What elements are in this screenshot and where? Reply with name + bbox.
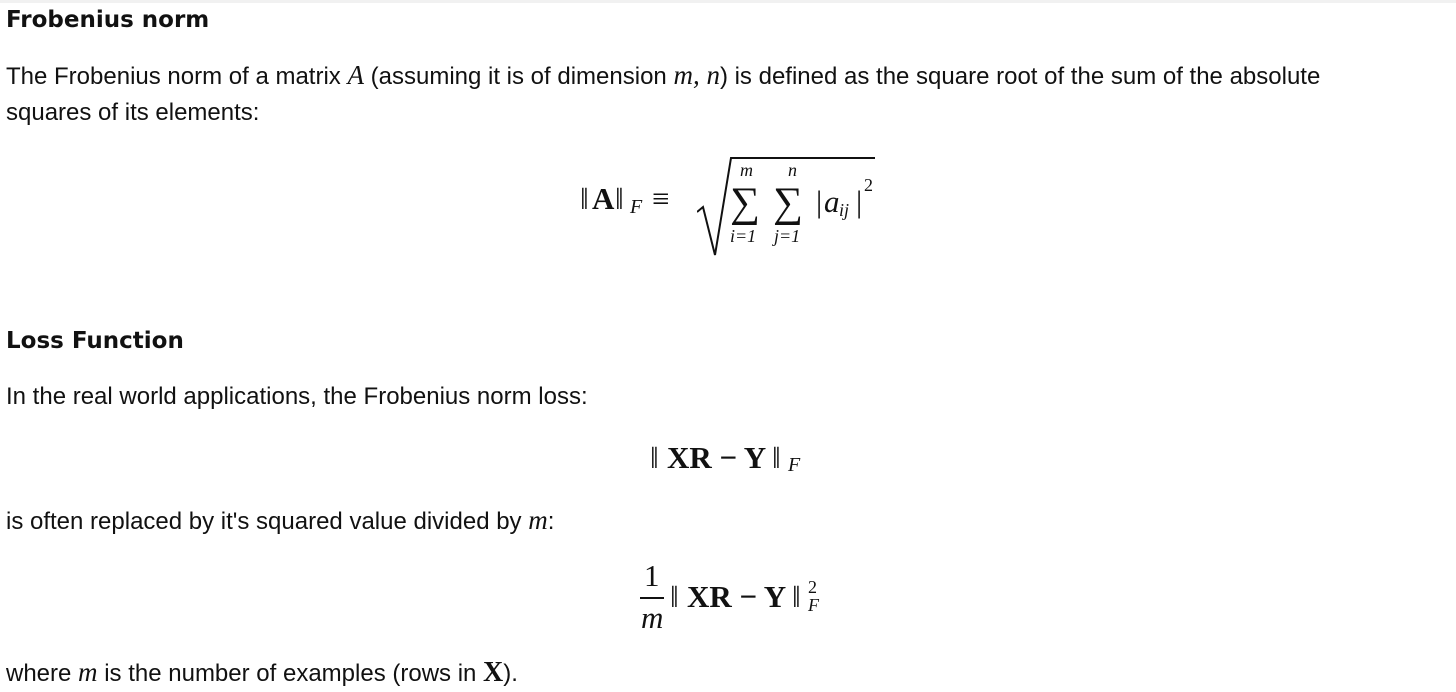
frobenius-intro-paragraph — [6, 57, 1320, 95]
dimension-n: n — [706, 60, 720, 90]
top-border — [0, 0, 1456, 3]
equivalence-symbol: ≡ — [652, 181, 670, 216]
scaled-norm-close: ‖ — [792, 579, 801, 614]
loss-intro-paragraph: In the real world applications, the Frobenius norm loss: — [6, 383, 588, 410]
where-paragraph — [6, 654, 518, 692]
loss-subscript-f: F — [788, 454, 801, 476]
where-text-2: is the number of examples (rows in — [97, 660, 484, 687]
section-heading-frobenius: Frobenius norm — [6, 7, 210, 33]
loss-norm-open: ‖ — [650, 440, 659, 475]
where-text-1: where — [6, 660, 79, 687]
where-text-3: ). — [503, 660, 518, 687]
element-subscript-ij: ij — [839, 200, 850, 220]
dimension-comma: , — [692, 60, 707, 90]
scaled-norm-open: ‖ — [670, 579, 679, 614]
sum1-upper-limit: m — [740, 160, 753, 180]
intro-text-3: ) is defined as the square root of the sum of the absolute — [719, 63, 1321, 90]
where-variable-m: m — [78, 657, 98, 687]
abs-close: | — [856, 184, 863, 219]
sum1-lower-limit: i=1 — [730, 226, 757, 246]
intro-text-1: The Frobenius norm of a matrix — [6, 63, 348, 90]
scaled-subscript-f: F — [808, 595, 819, 615]
matrix-symbol-a: A — [347, 60, 364, 90]
replaced-variable-m: m — [528, 505, 548, 535]
replaced-text-2: : — [547, 508, 555, 535]
sigma-icon: ∑ — [730, 180, 760, 226]
replaced-paragraph — [6, 502, 554, 540]
dimension-m: m — [673, 60, 693, 90]
exponent-2: 2 — [864, 175, 873, 195]
norm-close-bars: ‖ — [615, 181, 624, 216]
fraction-numerator: 1 — [644, 558, 660, 593]
intro-text-2: (assuming it is of dimension — [363, 63, 674, 90]
loss-norm-close: ‖ — [772, 440, 781, 475]
scaled-expression: XR − Y — [687, 579, 787, 614]
norm-subscript-f: F — [630, 196, 643, 218]
section-heading-loss-function: Loss Function — [6, 328, 184, 354]
frobenius-intro-line2: squares of its elements: — [6, 99, 260, 126]
frobenius-loss-formula — [650, 436, 820, 486]
frobenius-norm-formula — [580, 150, 880, 260]
sigma-icon: ∑ — [773, 180, 803, 226]
loss-expression: XR − Y — [667, 440, 767, 475]
fraction-bar — [640, 597, 664, 599]
where-matrix-x: X — [483, 657, 504, 688]
replaced-text-1: is often replaced by it's squared value divided by — [6, 508, 529, 535]
element-a: a — [824, 184, 840, 219]
sum2-upper-limit: n — [788, 160, 797, 180]
norm-open-bars: ‖ — [580, 181, 589, 216]
scaled-squared-loss-formula — [638, 558, 838, 638]
scaled-superscript-2: 2 — [808, 577, 817, 597]
abs-open: | — [816, 184, 823, 219]
fraction-denominator: m — [641, 600, 664, 635]
sum2-lower-limit: j=1 — [774, 226, 801, 246]
norm-matrix-a: A — [592, 181, 615, 216]
